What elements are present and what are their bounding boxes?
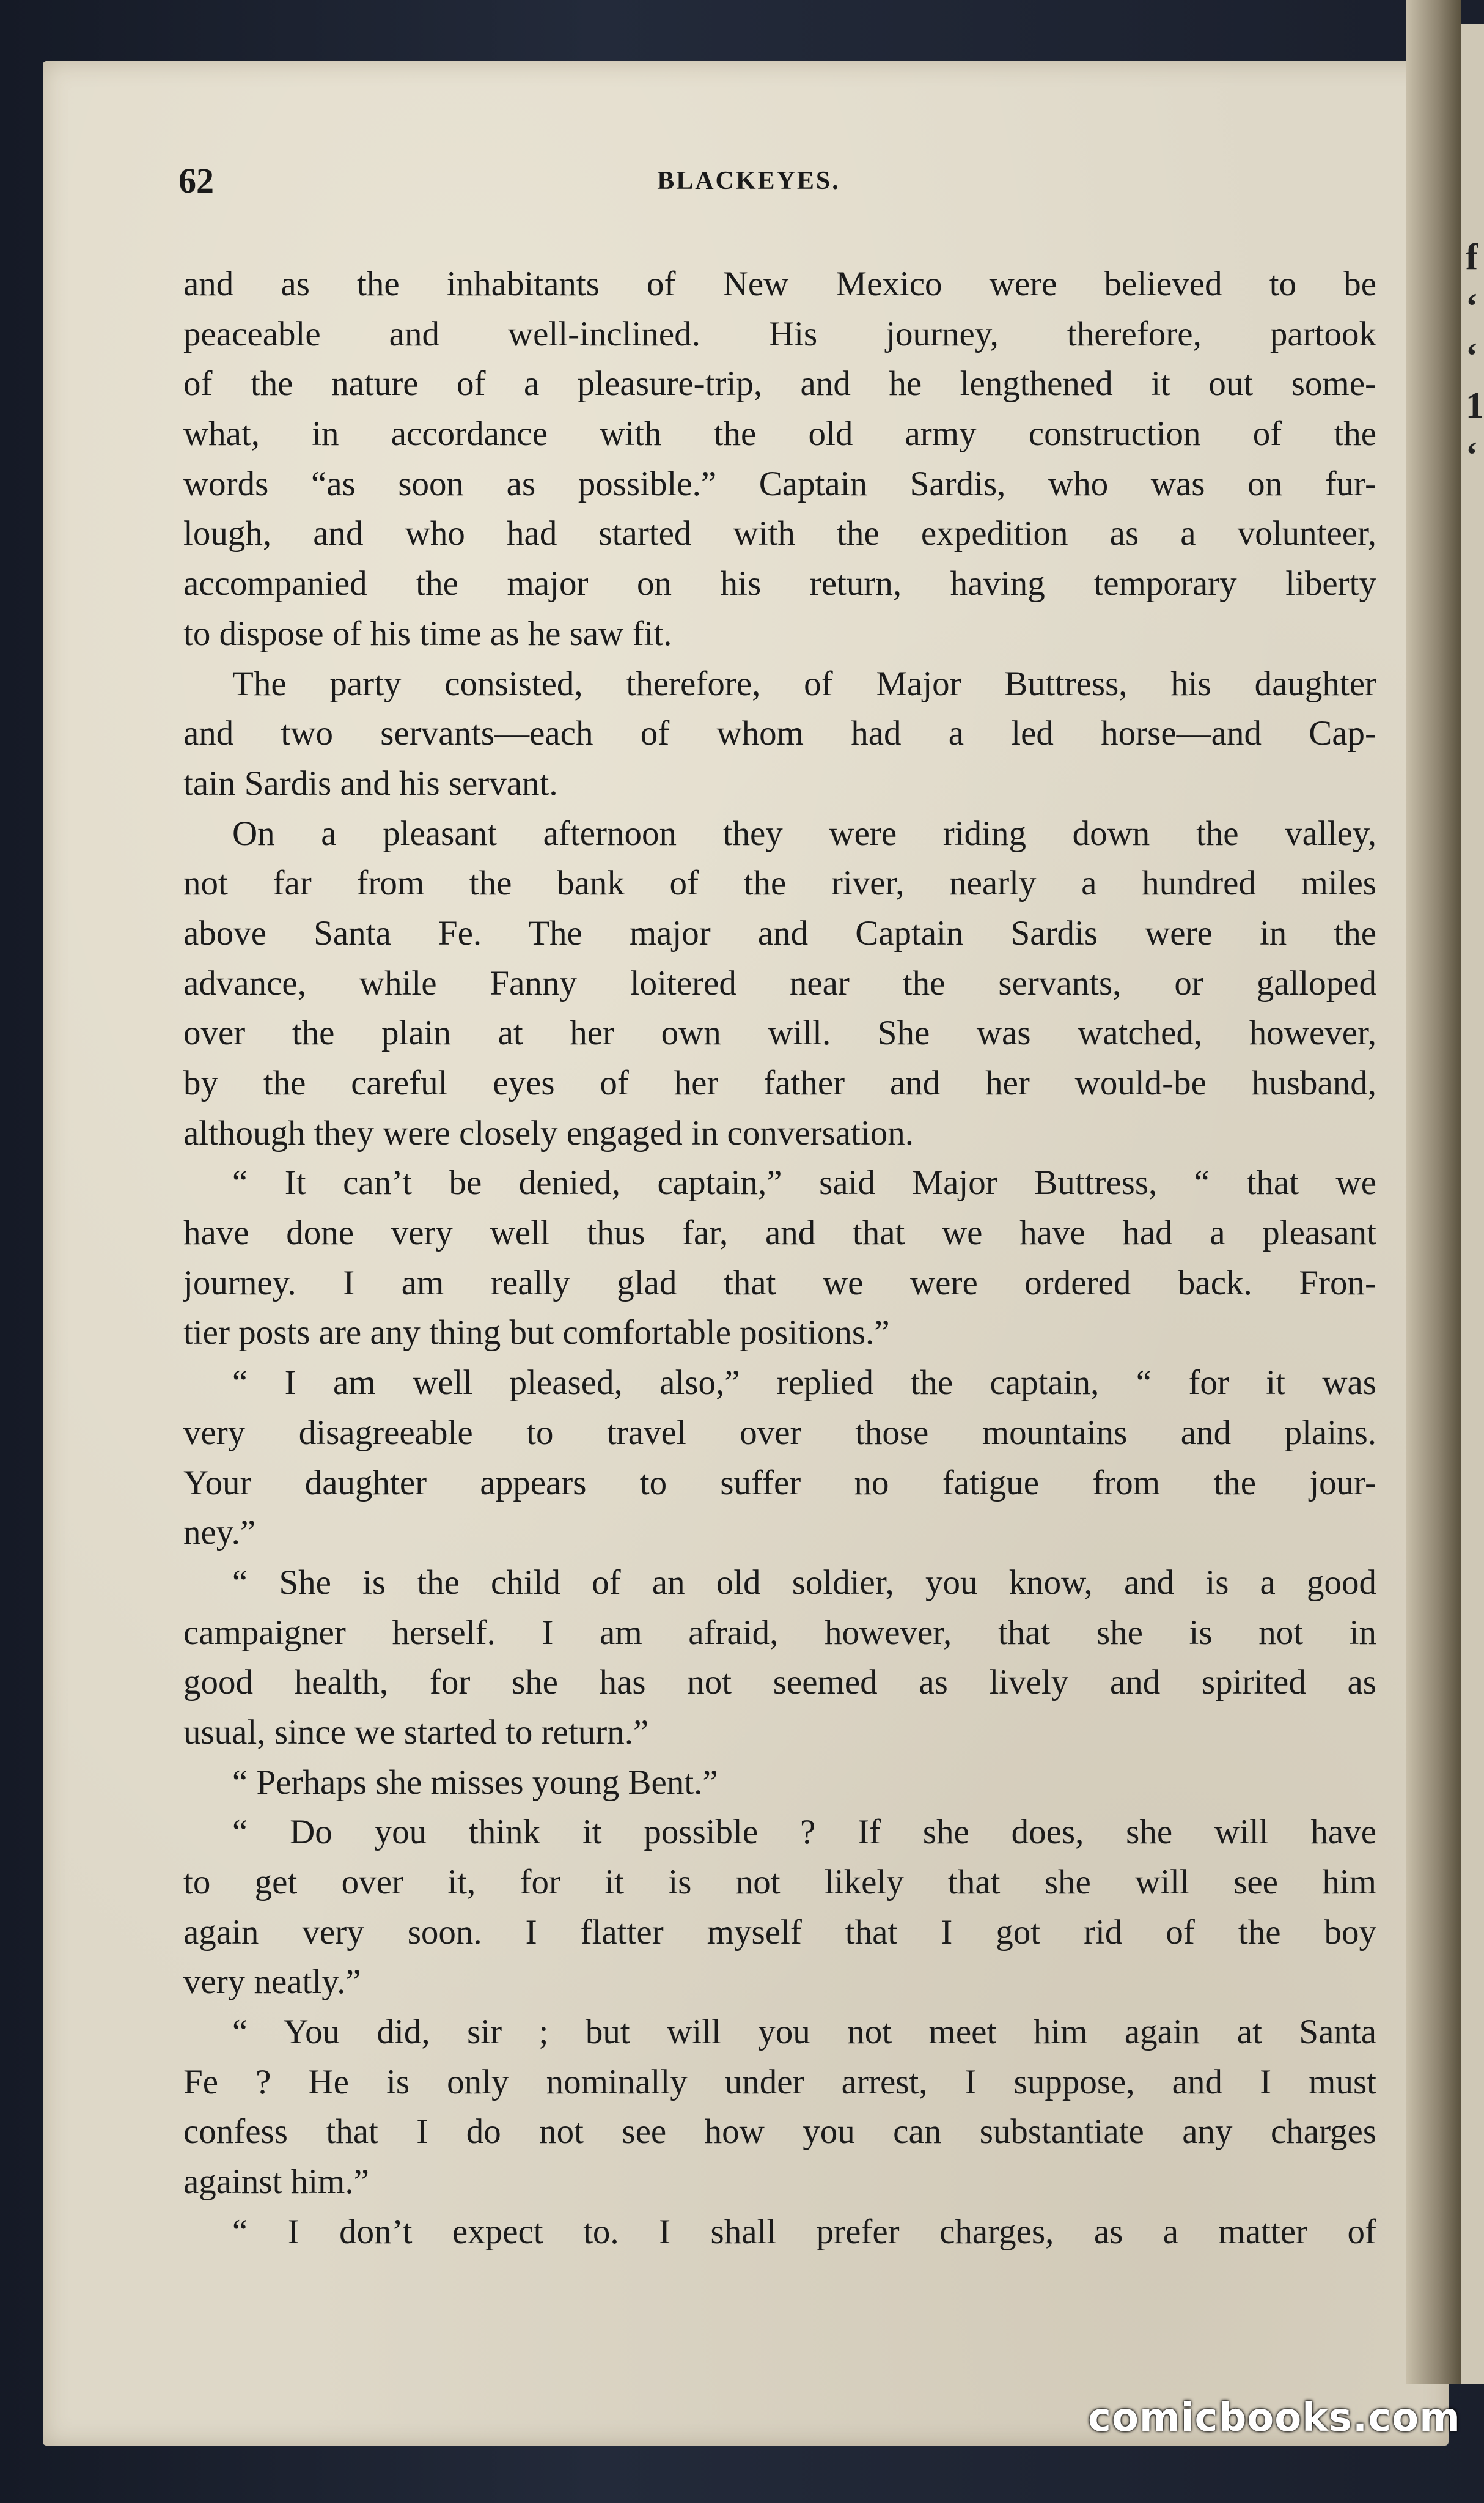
- text-line: “ It can’t be denied, captain,” said Major Buttress, “ that we: [232, 1163, 1376, 1203]
- text-line: confess that I do not see how you can substantiate any charges: [183, 2112, 1376, 2151]
- text-line: lough, and who had started with the expedition as a volunteer,: [183, 514, 1376, 553]
- watermark-text: comicbooks.com: [1088, 2395, 1461, 2441]
- page-body-text: [183, 259, 1376, 2257]
- paragraph: [183, 1807, 1376, 2007]
- text-line: “ You did, sir ; but will you not meet him again at Santa: [232, 2013, 1376, 2052]
- text-line: of the nature of a pleasure-trip, and he lengthened it out some-: [183, 364, 1376, 404]
- facing-page-letters: [1466, 232, 1484, 480]
- paragraph: [183, 1158, 1376, 1358]
- paragraph: [183, 809, 1376, 1159]
- page-header: [122, 160, 1375, 209]
- text-line: to dispose of his time as he saw fit.: [183, 614, 672, 653]
- paragraph: [183, 1558, 1376, 1758]
- running-head: BLACKEYES.: [657, 167, 840, 195]
- paragraph: [183, 1358, 1376, 1558]
- paragraph: [183, 1758, 1376, 1808]
- text-line: On a pleasant afternoon they were riding down the valley,: [232, 814, 1376, 853]
- edge-letter: 1: [1466, 385, 1484, 426]
- text-line: very neatly.”: [183, 1963, 361, 2002]
- paragraph: [183, 2207, 1376, 2257]
- text-line: campaigner herself. I am afraid, however, that she is not in: [183, 1613, 1376, 1652]
- paragraph: [183, 659, 1376, 809]
- text-line: advance, while Fanny loitered near the servants, or galloped: [183, 964, 1376, 1003]
- paragraph: [183, 259, 1376, 659]
- text-line: “ Perhaps she misses young Bent.”: [232, 1763, 718, 1802]
- text-line: Fe ? He is only nominally under arrest, I suppose, and I must: [183, 2062, 1376, 2101]
- edge-letter: ‘: [1466, 336, 1478, 376]
- text-line: against him.”: [183, 2162, 369, 2202]
- text-line: ney.”: [183, 1513, 256, 1552]
- text-line: accompanied the major on his return, having temporary liberty: [183, 564, 1376, 603]
- text-line: usual, since we started to return.”: [183, 1712, 649, 1752]
- edge-letter: f: [1466, 237, 1478, 277]
- text-line: tain Sardis and his servant.: [183, 764, 558, 803]
- text-line: very disagreeable to travel over those mountains and plains.: [183, 1413, 1376, 1452]
- text-line: journey. I am really glad that we were ordered back. Fron-: [183, 1263, 1376, 1302]
- text-line: “ I am well pleased, also,” replied the captain, “ for it was: [232, 1363, 1376, 1403]
- text-line: over the plain at her own will. She was watched, however,: [183, 1014, 1376, 1053]
- text-line: although they were closely engaged in conversation.: [183, 1113, 914, 1152]
- text-line: “ I don’t expect to. I shall prefer charges, as a matter of: [232, 2212, 1376, 2251]
- page-number: 62: [178, 161, 214, 201]
- text-line: and two servants—each of whom had a led horse—and Cap-: [183, 714, 1376, 753]
- text-line: again very soon. I flatter myself that I got rid of the boy: [183, 1912, 1376, 1952]
- text-line: not far from the bank of the river, nearly a hundred miles: [183, 864, 1376, 903]
- paragraph: [183, 2007, 1376, 2207]
- edge-letter: ‘: [1466, 286, 1478, 326]
- text-line: tier posts are any thing but comfortable positions.”: [183, 1313, 890, 1352]
- text-line: Your daughter appears to suffer no fatigue from the jour-: [183, 1463, 1376, 1502]
- text-line: good health, for she has not seemed as lively and spirited as: [183, 1663, 1376, 1702]
- text-line: The party consisted, therefore, of Major Buttress, his daughter: [232, 664, 1376, 703]
- text-line: by the careful eyes of her father and her would-be husband,: [183, 1064, 1376, 1102]
- text-line: above Santa Fe. The major and Captain Sardis were in the: [183, 913, 1376, 953]
- edge-letter: ‘: [1466, 435, 1478, 475]
- text-line: words “as soon as possible.” Captain Sardis, who was on fur-: [183, 464, 1376, 503]
- book-gutter: [1406, 0, 1461, 2384]
- text-line: and as the inhabitants of New Mexico were believed to be: [183, 265, 1376, 303]
- text-line: what, in accordance with the old army construction of the: [183, 415, 1376, 454]
- text-line: peaceable and well-inclined. His journey, therefore, partook: [183, 314, 1376, 353]
- text-line: to get over it, for it is not likely that she will see him: [183, 1863, 1376, 1901]
- text-line: “ Do you think it possible ? If she does, she will have: [232, 1813, 1376, 1852]
- text-line: “ She is the child of an old soldier, you know, and is a good: [232, 1563, 1376, 1602]
- text-line: have done very well thus far, and that we have had a pleasant: [183, 1214, 1376, 1253]
